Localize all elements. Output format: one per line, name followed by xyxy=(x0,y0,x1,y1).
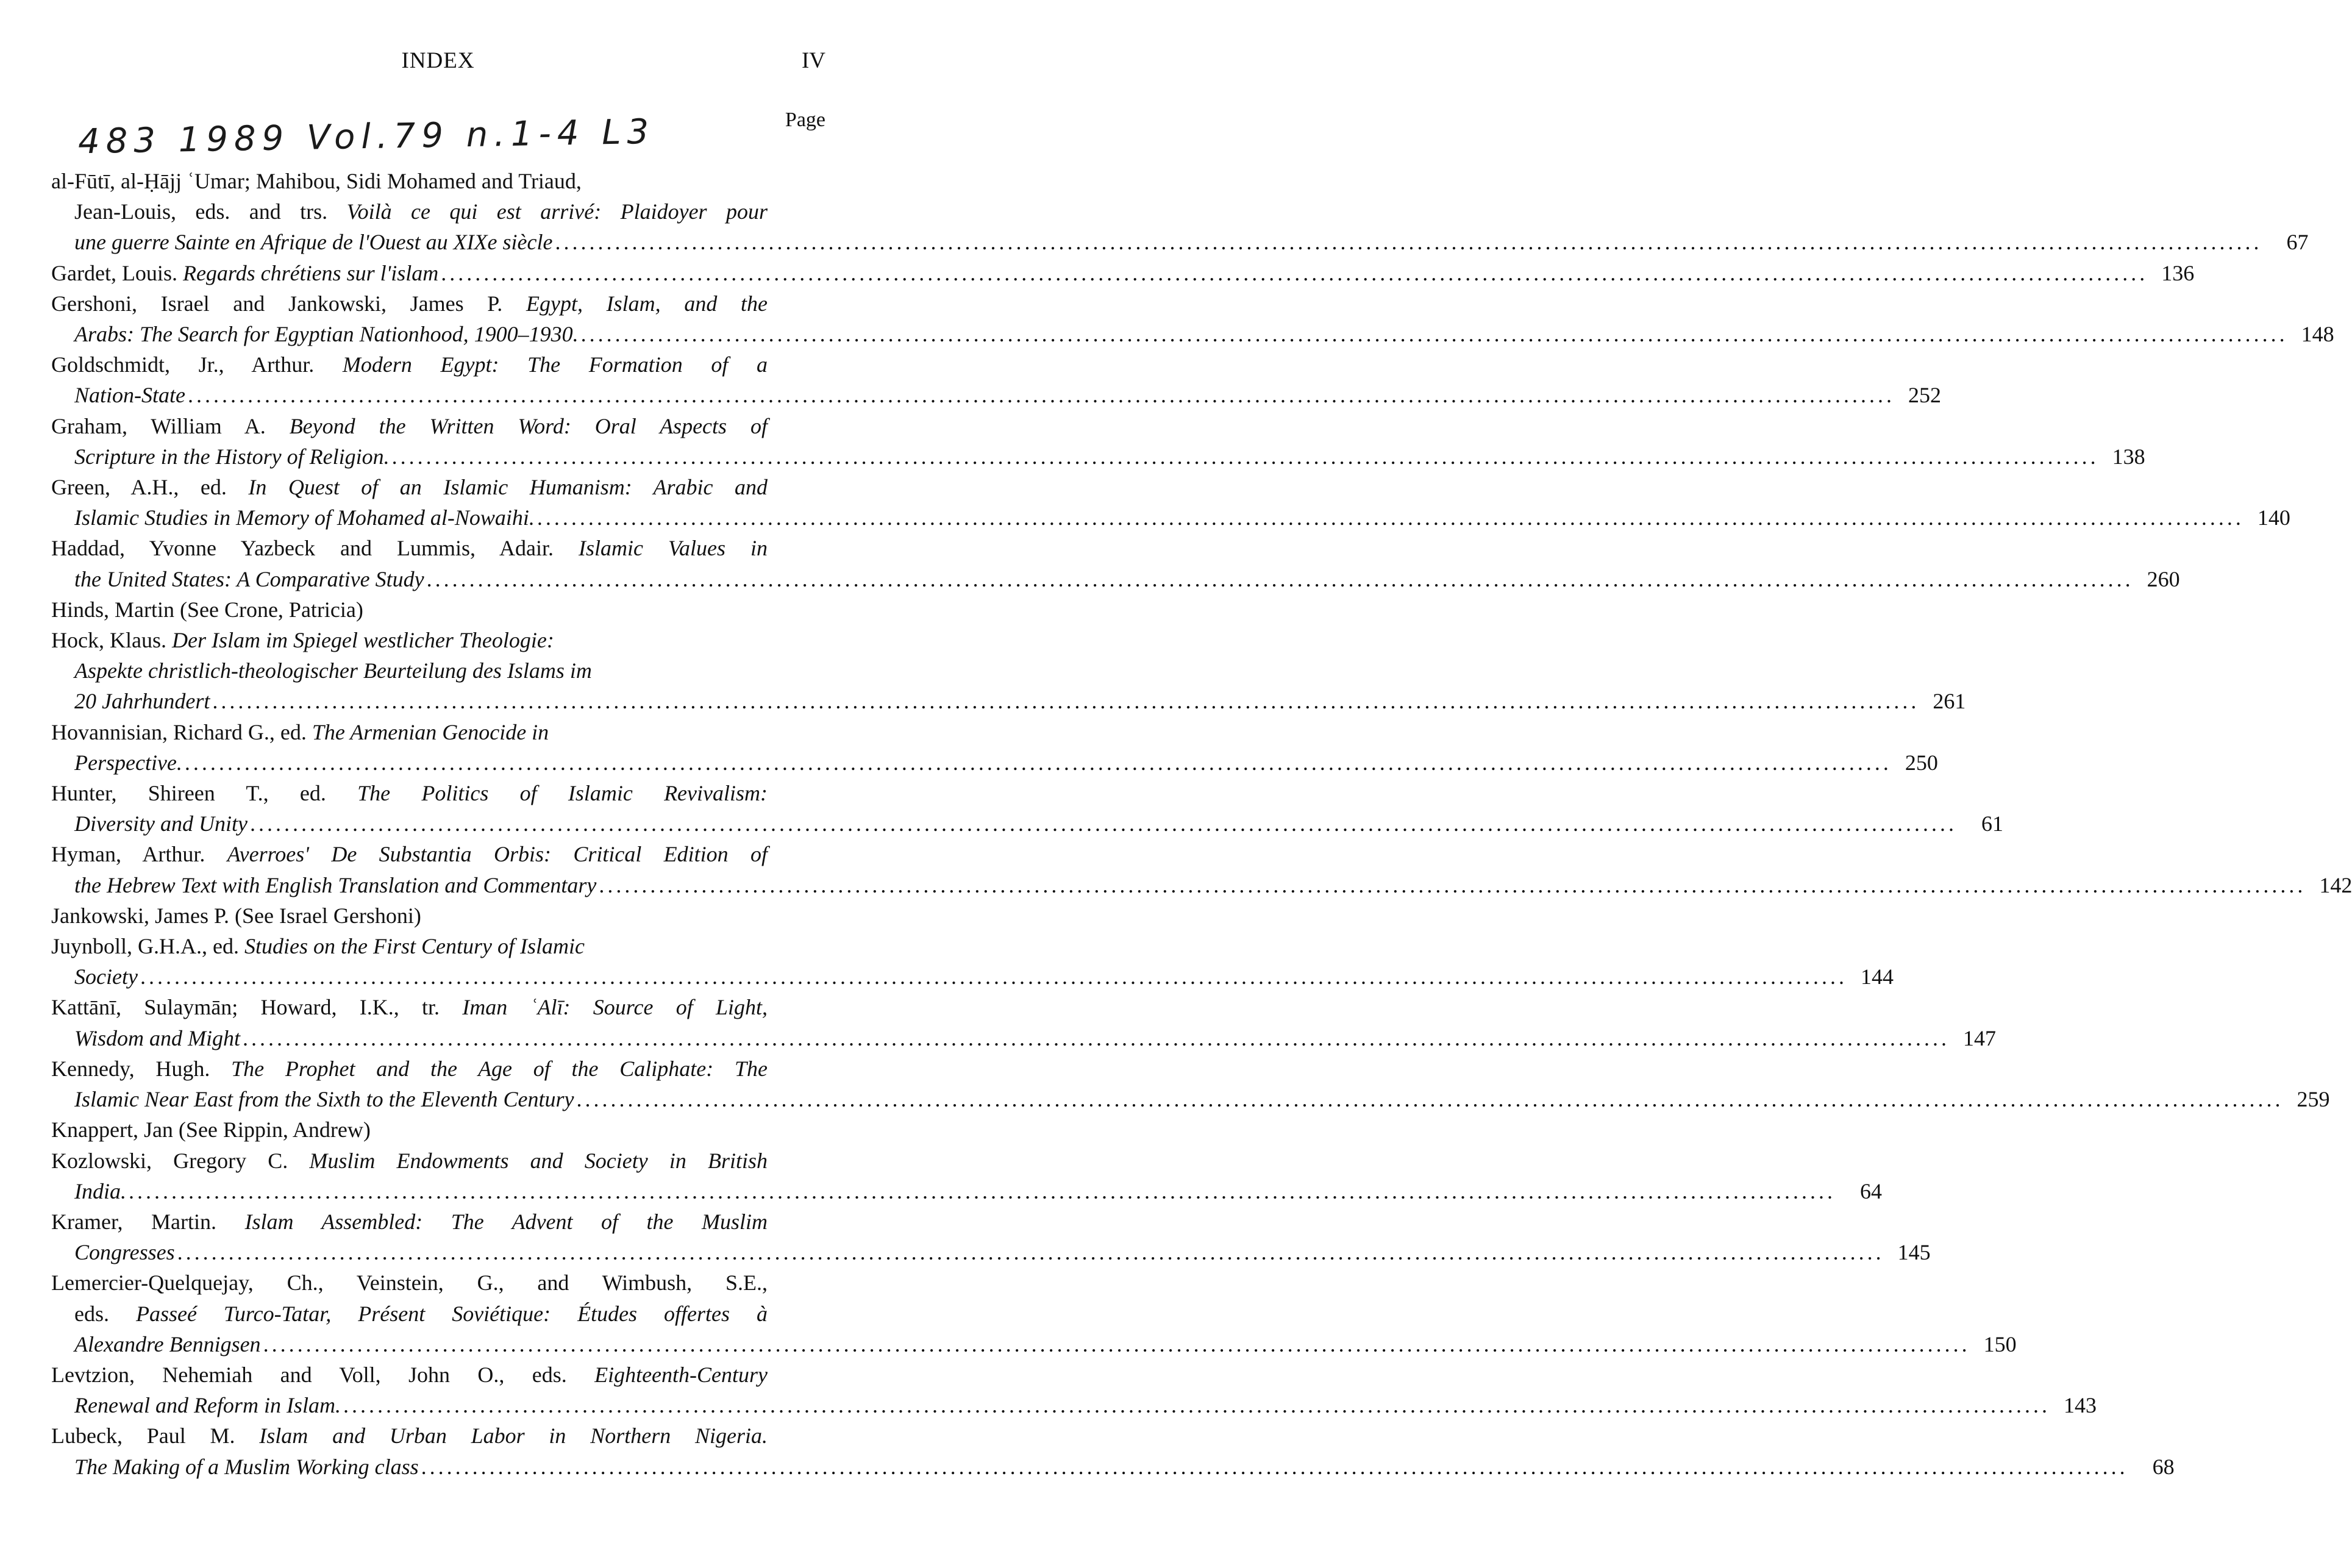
entry-line xyxy=(51,655,829,686)
page-title: INDEX xyxy=(401,48,475,73)
entry-text: Aspekte christlich-theologischer Beurteilung des Islams im xyxy=(74,658,592,683)
entry-line xyxy=(51,1206,829,1237)
page-number: 145 xyxy=(1897,1240,1931,1265)
entry-text: the Hebrew Text with English Translation and Commentary xyxy=(74,872,597,897)
entry-line xyxy=(51,1084,2330,1114)
index-entry xyxy=(51,1420,2175,1481)
page-number: 64 xyxy=(1860,1178,1882,1203)
entry-line xyxy=(51,961,1894,992)
dot-leader: ........................................................................................................................................................................................................ xyxy=(177,1240,1884,1265)
page-number: 260 xyxy=(2147,566,2180,591)
page-column-label: Page xyxy=(785,109,825,131)
entry-line xyxy=(51,1360,829,1390)
entry-line xyxy=(51,1023,1997,1053)
entry-text: Knappert, Jan (See Rippin, Andrew) xyxy=(51,1117,371,1142)
index-entry xyxy=(51,166,2309,258)
entry-text: Gershoni, Israel and Jankowski, James P. Egypt, Islam, and the xyxy=(51,291,768,316)
entry-line xyxy=(51,1053,829,1084)
dot-leader: ........................................................................................................................................................................................................ xyxy=(188,383,1895,408)
page-number: 136 xyxy=(2161,260,2195,285)
entry-line xyxy=(51,870,2352,900)
entry-line xyxy=(51,1176,1882,1206)
entry-line xyxy=(51,472,829,502)
entry-text: Gardet, Louis. Regards chrétiens sur l'islam xyxy=(51,260,439,285)
entry-text: Renewal and Reform in Islam. xyxy=(74,1393,341,1418)
entry-line xyxy=(51,166,829,196)
dot-leader: ........................................................................................................................................................................................................ xyxy=(599,872,2306,897)
entry-text: Graham, William A. Beyond the Written Word: Oral Aspects of xyxy=(51,413,768,438)
dot-leader: ........................................................................................................................................................................................................ xyxy=(555,230,2262,255)
entry-line xyxy=(51,808,2003,839)
page-number: 250 xyxy=(1905,750,1938,775)
entry-line xyxy=(51,564,2180,594)
index-entry xyxy=(51,717,1938,778)
entry-text: al-Fūtī, al-Ḥājj ʿUmar; Mahibou, Sidi Mohamed and Triaud, xyxy=(51,169,582,193)
index-entry xyxy=(51,472,2290,533)
entry-line xyxy=(51,1146,829,1176)
entry-text: Society xyxy=(74,964,138,989)
page-number: 261 xyxy=(1933,689,1966,714)
entry-text: Kozlowski, Gregory C. Muslim Endowments and Society in British xyxy=(51,1148,768,1173)
entry-line xyxy=(51,594,829,625)
dot-leader: ........................................................................................................................................................................................................ xyxy=(343,1393,2050,1418)
entry-text: Haddad, Yvonne Yazbeck and Lummis, Adair. Islamic Values in xyxy=(51,536,768,561)
page-number: 143 xyxy=(2063,1393,2097,1418)
entry-text: Nation-State xyxy=(74,383,185,408)
entry-text: Islamic Studies in Memory of Mohamed al-Nowaihi. xyxy=(74,505,535,530)
index-entry xyxy=(51,1114,829,1145)
index-entry xyxy=(51,594,829,625)
index-entry xyxy=(51,1267,2017,1360)
entry-text: the United States: A Comparative Study xyxy=(74,566,424,591)
entry-line xyxy=(51,258,2195,288)
entry-text: Lubeck, Paul M. Islam and Urban Labor in Northern Nigeria. xyxy=(51,1424,768,1449)
index-entry xyxy=(51,1053,2330,1114)
section-number: IV xyxy=(801,48,825,73)
index-entry xyxy=(51,533,2180,594)
page-number: 150 xyxy=(1983,1331,2017,1356)
entry-line xyxy=(51,1420,829,1451)
entry-line xyxy=(51,196,829,227)
handwritten-annotation: 483 1989 Vol.79 n.1-4 L3 xyxy=(77,112,655,162)
page-number: 142 xyxy=(2319,872,2352,897)
entry-line xyxy=(51,1237,1931,1267)
entry-line xyxy=(51,625,829,655)
entry-text: Levtzion, Nehemiah and Voll, John O., eds. Eighteenth-Century xyxy=(51,1362,768,1387)
entry-text: Islamic Near East from the Sixth to the Eleventh Century xyxy=(74,1087,574,1112)
entry-line xyxy=(51,1267,829,1298)
page-number: 259 xyxy=(2297,1087,2330,1112)
entry-line xyxy=(51,992,829,1022)
page-number: 68 xyxy=(2152,1454,2175,1479)
index-entry xyxy=(51,778,2003,839)
entry-text: Alexandre Bennigsen xyxy=(74,1331,261,1356)
entry-line xyxy=(51,1390,2097,1420)
dot-leader: ........................................................................................................................................................................................................ xyxy=(184,750,1892,775)
dot-leader: ........................................................................................................................................................................................................ xyxy=(536,505,2244,530)
page-number: 252 xyxy=(1908,383,1941,408)
entry-text: Kattānī, Sulaymān; Howard, I.K., tr. Iman ʿAlī: Source of Light, xyxy=(51,995,768,1020)
entry-text: Goldschmidt, Jr., Arthur. Modern Egypt: The Formation of a xyxy=(51,352,768,377)
entry-text: une guerre Sainte en Afrique de l'Ouest au XIXe siècle xyxy=(74,230,553,255)
entry-text: Hyman, Arthur. Averroes' De Substantia Orbis: Critical Edition of xyxy=(51,842,768,867)
entry-line xyxy=(51,288,829,319)
dot-leader: ........................................................................................................................................................................................................ xyxy=(243,1025,1950,1050)
entry-text: Perspective. xyxy=(74,750,182,775)
entry-line xyxy=(51,227,2309,257)
entry-text: Hock, Klaus. Der Islam im Spiegel westlicher Theologie: xyxy=(51,628,554,653)
entry-text: Congresses xyxy=(74,1240,175,1265)
dot-leader: ........................................................................................................................................................................................................ xyxy=(426,566,2134,591)
entry-text: Juynboll, G.H.A., ed. Studies on the First Century of Islamic xyxy=(51,934,585,959)
index-entry xyxy=(51,349,1941,410)
entry-text: Green, A.H., ed. In Quest of an Islamic Humanism: Arabic and xyxy=(51,475,768,500)
index-entry xyxy=(51,1360,2097,1420)
entry-text: Lemercier-Quelquejay, Ch., Veinstein, G., and Wimbush, S.E., xyxy=(51,1270,768,1295)
page-number: 140 xyxy=(2257,505,2290,530)
page-number: 61 xyxy=(1981,811,2003,836)
entry-line xyxy=(51,1299,829,1329)
entry-line xyxy=(51,900,829,931)
entry-line xyxy=(51,717,829,747)
entry-text: Kramer, Martin. Islam Assembled: The Advent of the Muslim xyxy=(51,1209,768,1234)
entry-text: Hinds, Martin (See Crone, Patricia) xyxy=(51,597,363,622)
dot-leader: ........................................................................................................................................................................................................ xyxy=(263,1331,1970,1356)
entry-text: India. xyxy=(74,1178,126,1203)
entry-line xyxy=(51,747,1938,778)
entry-line xyxy=(51,839,829,869)
entry-line xyxy=(51,380,1941,410)
page-number: 147 xyxy=(1963,1025,1997,1050)
dot-leader: ........................................................................................................................................................................................................ xyxy=(576,1087,2284,1112)
page-number: 144 xyxy=(1860,964,1894,989)
entry-line xyxy=(51,319,2334,349)
index-entry xyxy=(51,411,2145,472)
page-number: 148 xyxy=(2301,322,2334,347)
index-entry xyxy=(51,900,829,931)
entry-text: Arabs: The Search for Egyptian Nationhood, 1900–1930. xyxy=(74,322,579,347)
entry-line xyxy=(51,1329,2017,1360)
entry-text: Kennedy, Hugh. The Prophet and the Age of the Caliphate: The xyxy=(51,1056,768,1081)
entry-text: Hovannisian, Richard G., ed. The Armenian Genocide in xyxy=(51,719,549,744)
page-number: 67 xyxy=(2286,230,2309,255)
dot-leader: ........................................................................................................................................................................................................ xyxy=(212,689,1920,714)
entry-text: Jankowski, James P. (See Israel Gershoni) xyxy=(51,903,421,928)
entry-text: Scripture in the History of Religion. xyxy=(74,444,390,469)
entry-line xyxy=(51,441,2145,472)
entry-text: Wisdom and Might xyxy=(74,1025,241,1050)
entry-text: 20 Jahrhundert xyxy=(74,689,210,714)
index-entry xyxy=(51,258,2195,288)
entry-line xyxy=(51,411,829,441)
dot-leader: ........................................................................................................................................................................................................ xyxy=(140,964,1847,989)
dot-leader: ........................................................................................................................................................................................................ xyxy=(129,1178,1836,1203)
entry-line xyxy=(51,1452,2175,1482)
dot-leader: ........................................................................................................................................................................................................ xyxy=(580,322,2288,347)
page-number: 138 xyxy=(2112,444,2145,469)
index-entry xyxy=(51,1206,1931,1267)
entry-line xyxy=(51,533,829,563)
entry-line xyxy=(51,931,829,961)
entry-line xyxy=(51,502,2290,533)
index-entry xyxy=(51,625,1966,717)
entry-line xyxy=(51,1114,829,1145)
entry-line xyxy=(51,778,829,808)
dot-leader: ........................................................................................................................................................................................................ xyxy=(391,444,2099,469)
dot-leader: ........................................................................................................................................................................................................ xyxy=(441,260,2148,285)
index-entry xyxy=(51,931,1894,992)
dot-leader: ........................................................................................................................................................................................................ xyxy=(421,1454,2128,1479)
index-list xyxy=(51,166,2352,1482)
entry-text: Jean-Louis, eds. and trs. Voilà ce qui est arrivé: Plaidoyer pour xyxy=(74,199,768,224)
entry-text: The Making of a Muslim Working class xyxy=(74,1454,419,1479)
entry-line xyxy=(51,349,829,380)
index-entry xyxy=(51,839,2352,900)
entry-text: Hunter, Shireen T., ed. The Politics of Islamic Revivalism: xyxy=(51,781,768,806)
dot-leader: ........................................................................................................................................................................................................ xyxy=(249,811,1957,836)
index-entry xyxy=(51,288,2334,349)
entry-text: Diversity and Unity xyxy=(74,811,248,836)
index-entry xyxy=(51,992,1997,1053)
index-entry xyxy=(51,1146,1882,1206)
entry-line xyxy=(51,686,1966,716)
entry-text: eds. Passeé Turco-Tatar, Présent Soviétique: Études offertes à xyxy=(74,1301,768,1326)
